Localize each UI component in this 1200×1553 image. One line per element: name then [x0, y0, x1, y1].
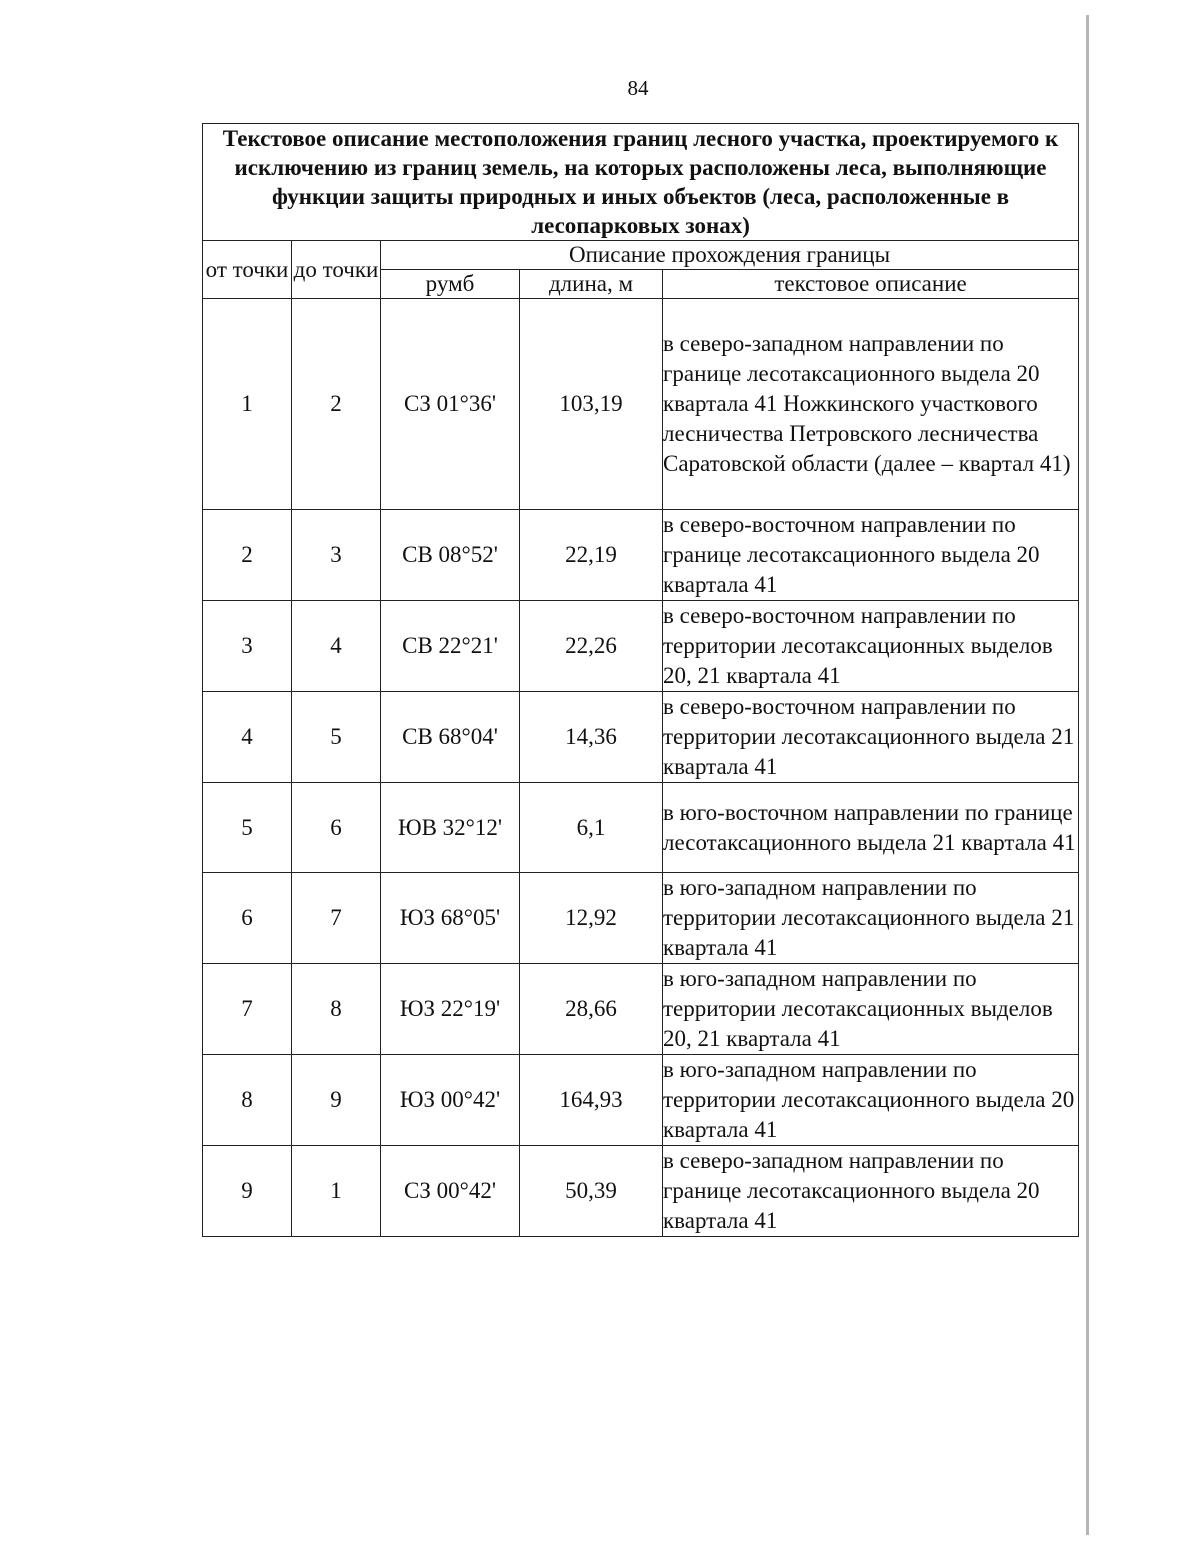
- cell-to-point: 9: [292, 1055, 381, 1146]
- cell-bearing: СВ 68°04': [381, 692, 520, 783]
- cell-from-point: 9: [203, 1146, 292, 1237]
- cell-from-point: 4: [203, 692, 292, 783]
- cell-bearing: ЮЗ 00°42': [381, 1055, 520, 1146]
- cell-description: в юго-восточном направлении по границе лесотаксационного выдела 21 квартала 41: [663, 783, 1079, 873]
- boundary-table: [202, 123, 1079, 1237]
- cell-length: 22,26: [520, 601, 663, 692]
- table-row: [203, 783, 1079, 873]
- table-title: Текстовое описание местоположения границ лесного участка, проектируемого к исключению из границ земель, на которых расположены леса, выполняющие функции защиты природных и иных объектов (леса, расположенные в лесопарковых зонах): [203, 124, 1079, 241]
- cell-length: 164,93: [520, 1055, 663, 1146]
- cell-to-point: 6: [292, 783, 381, 873]
- cell-to-point: 4: [292, 601, 381, 692]
- cell-description: в северо-западном направлении по границе лесотаксационного выдела 20 квартала 41 Ножкинского участкового лесничества Петровского лесничества Саратовской области (далее – квартал 41): [663, 299, 1079, 510]
- table-row: [203, 601, 1079, 692]
- cell-length: 6,1: [520, 783, 663, 873]
- cell-from-point: 5: [203, 783, 292, 873]
- header-to-point: до точки: [292, 241, 381, 299]
- scan-page-edge: [1086, 15, 1089, 1535]
- table-row: [203, 299, 1079, 510]
- header-text-description: текстовое описание: [663, 270, 1079, 299]
- cell-length: 22,19: [520, 510, 663, 601]
- table-row: [203, 510, 1079, 601]
- cell-bearing: ЮЗ 22°19': [381, 964, 520, 1055]
- table-row: [203, 964, 1079, 1055]
- cell-bearing: СВ 08°52': [381, 510, 520, 601]
- cell-length: 103,19: [520, 299, 663, 510]
- cell-bearing: СЗ 00°42': [381, 1146, 520, 1237]
- cell-to-point: 7: [292, 873, 381, 964]
- header-bearing: румб: [381, 270, 520, 299]
- cell-from-point: 2: [203, 510, 292, 601]
- cell-to-point: 1: [292, 1146, 381, 1237]
- cell-description: в северо-восточном направлении по территории лесотаксационного выдела 21 квартала 41: [663, 692, 1079, 783]
- cell-from-point: 3: [203, 601, 292, 692]
- cell-bearing: СВ 22°21': [381, 601, 520, 692]
- cell-from-point: 7: [203, 964, 292, 1055]
- cell-to-point: 2: [292, 299, 381, 510]
- table-row: [203, 1146, 1079, 1237]
- page-number: 84: [627, 76, 649, 100]
- table-row: [203, 873, 1079, 964]
- cell-description: в северо-восточном направлении по границе лесотаксационного выдела 20 квартала 41: [663, 510, 1079, 601]
- header-length: длина, м: [520, 270, 663, 299]
- cell-to-point: 3: [292, 510, 381, 601]
- cell-to-point: 5: [292, 692, 381, 783]
- cell-length: 12,92: [520, 873, 663, 964]
- cell-description: в юго-западном направлении по территории лесотаксационного выдела 20 квартала 41: [663, 1055, 1079, 1146]
- cell-description: в северо-восточном направлении по территории лесотаксационных выделов 20, 21 квартала 41: [663, 601, 1079, 692]
- cell-to-point: 8: [292, 964, 381, 1055]
- cell-description: в юго-западном направлении по территории лесотаксационного выдела 21 квартала 41: [663, 873, 1079, 964]
- cell-bearing: ЮЗ 68°05': [381, 873, 520, 964]
- cell-length: 14,36: [520, 692, 663, 783]
- header-from-point: от точки: [203, 241, 292, 299]
- cell-bearing: СЗ 01°36': [381, 299, 520, 510]
- cell-from-point: 8: [203, 1055, 292, 1146]
- table-row: [203, 1055, 1079, 1146]
- cell-length: 28,66: [520, 964, 663, 1055]
- cell-from-point: 1: [203, 299, 292, 510]
- cell-bearing: ЮВ 32°12': [381, 783, 520, 873]
- cell-description: в северо-западном направлении по границе лесотаксационного выдела 20 квартала 41: [663, 1146, 1079, 1237]
- table-row: [203, 692, 1079, 783]
- cell-description: в юго-западном направлении по территории лесотаксационных выделов 20, 21 квартала 41: [663, 964, 1079, 1055]
- header-boundary-description: Описание прохождения границы: [381, 241, 1079, 270]
- cell-from-point: 6: [203, 873, 292, 964]
- cell-length: 50,39: [520, 1146, 663, 1237]
